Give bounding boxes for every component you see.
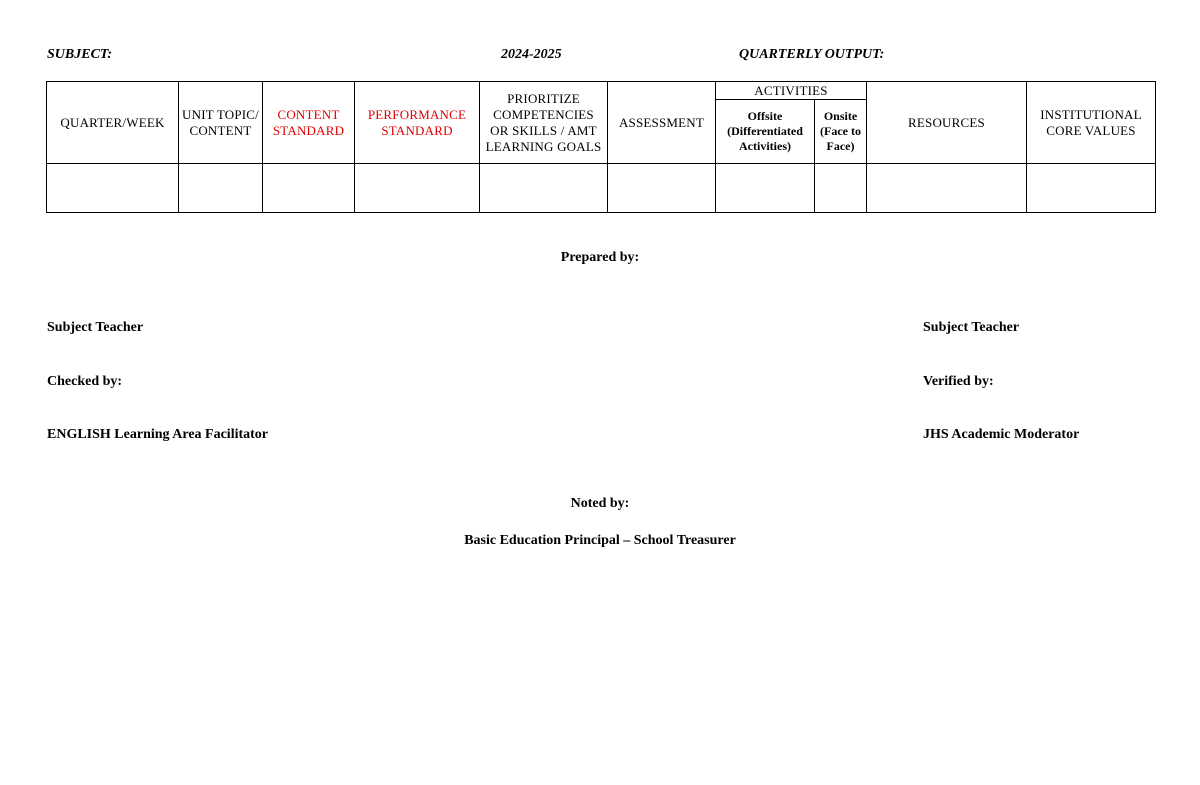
table-cell: [355, 164, 480, 213]
column-header-assessment: ASSESSMENT: [608, 82, 716, 164]
column-header-offsite: Offsite (Differentiated Activities): [716, 100, 815, 164]
column-header-resources: RESOURCES: [867, 82, 1027, 164]
prepared-by-label: Prepared by:: [560, 250, 640, 265]
column-header-unit-topic: UNIT TOPIC/ CONTENT: [179, 82, 263, 164]
column-header-prioritize-competencies: PRIORITIZE COMPETENCIES OR SKILLS / AMT LEARNING GOALS: [480, 82, 608, 164]
column-header-activities: ACTIVITIES: [716, 82, 867, 100]
subject-teacher-left-label: Subject Teacher: [47, 320, 144, 335]
table-cell: [263, 164, 355, 213]
column-header-performance-standard: PERFORMANCE STANDARD: [355, 82, 480, 164]
checked-by-label: Checked by:: [47, 374, 123, 389]
table-cell: [480, 164, 608, 213]
noted-by-label: Noted by:: [570, 496, 630, 511]
academic-moderator-label: JHS Academic Moderator: [923, 427, 1080, 442]
column-header-quarter-week: QUARTER/WEEK: [47, 82, 179, 164]
column-header-content-standard: CONTENT STANDARD: [263, 82, 355, 164]
table-cell: [867, 164, 1027, 213]
table-cell: [608, 164, 716, 213]
column-header-onsite: Onsite (Face to Face): [815, 100, 867, 164]
school-year-label: 2024-2025: [501, 47, 562, 62]
learning-area-facilitator-label: ENGLISH Learning Area Facilitator: [47, 427, 269, 442]
table-cell: [179, 164, 263, 213]
principal-title-label: Basic Education Principal – School Treasurer: [464, 533, 736, 548]
quarterly-output-label: QUARTERLY OUTPUT:: [739, 47, 885, 62]
column-header-core-values: INSTITUTIONAL CORE VALUES: [1027, 82, 1156, 164]
verified-by-label: Verified by:: [923, 374, 994, 389]
subject-teacher-right-label: Subject Teacher: [923, 320, 1020, 335]
table-row: [47, 164, 1156, 213]
table-cell: [815, 164, 867, 213]
table-cell: [716, 164, 815, 213]
table-cell: [47, 164, 179, 213]
subject-label: SUBJECT:: [47, 47, 113, 62]
table-cell: [1027, 164, 1156, 213]
curriculum-plan-table: [46, 81, 1156, 213]
